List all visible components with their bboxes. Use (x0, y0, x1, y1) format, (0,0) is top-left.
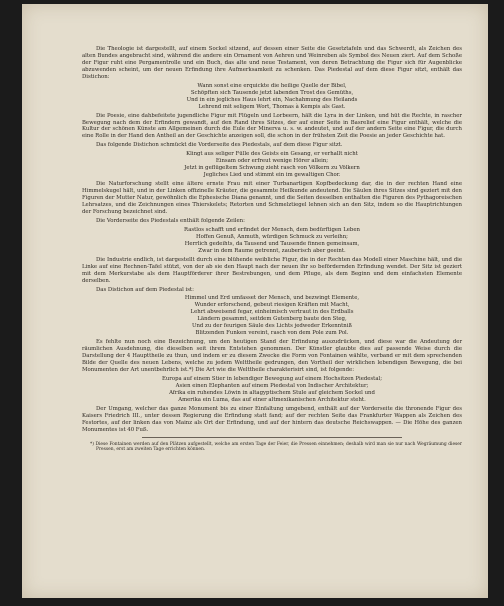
verse-line: Asien einen Elephanten auf einem Piedestal von Indischer Architektur; (175, 382, 369, 389)
verse-line: Amerika ein Luma, das auf einer altmexikanischen Architektur steht. (178, 396, 366, 403)
verse-line: Klingt aus seliger Fülle des Geists ein Gesang, er verhallt nicht (186, 151, 358, 158)
verse-line: Einsam oder erfreut wenige Hörer allein; (215, 158, 329, 165)
verse-line: Herrlich gedeihts, da Tausend und Tausende finnen gemeinsam, (184, 240, 360, 247)
paragraph-industrie-intro: Das Distichon auf dem Piedestal ist: (96, 286, 194, 293)
distichon-poesie (82, 151, 462, 179)
verse-line: Und zu der feurigen Säule des Lichts jedweder Erkenntniß (191, 323, 352, 330)
welttheile-list (82, 376, 462, 404)
paragraph-welttheile: Es fehlte nun noch eine Bezeichnung, um den heutigen Stand der Erfindung auszudrücken, und diese war die Andeutung der räumlichen Ausdehnung, die dieselben seit ihrem Entstehen genommen. Der Künstler glaubte dies auf passende Weise durch die Darstellung der 4 Haupttheile zu thun, und indem er zu diesem Zwecke die Form von Fontainen wählte, verband er mit dem sprechenden Bilde der Quelle des neuen Lebens, welche zu jedem Welttheile gedrungen, den Vortheil der wirklichen lebendigen Bewegung, die bei Monumenten der Art unentbehrlich ist.*) Die Art wie die Welttheile charakterisirt sind, ist folgende: (82, 339, 462, 373)
paragraph-industrie: Die Industrie endlich, ist dargestellt durch eine blühende weibliche Figur, die in der Rechten das Modell einer Maschine hält, und die Linke auf eine Rechnen-Tafel stützt, von der ab sie den Haupt nach der neuen ihr so befördernden Erfindung wendet. Der Sitz ist geziert mit dem Merkurstabe als dem Hauptförderer ihrer Bestrebungen, und dem Pfluge, als dem Beginn und dem einfachsten Elemente derselben. (82, 256, 462, 284)
distichon-naturforschung (82, 227, 462, 255)
verse-line: Ländern gesammt, seitdem Gutenberg baute den Steg, (197, 316, 347, 323)
verse-line: Schöpften sich Tausende jetzt labenden Trost des Gemüths, (190, 89, 354, 96)
footnote-divider (142, 437, 402, 438)
paragraph-umgang: Der Umgang, welcher das ganze Monument bis zu einer Einfaltung umgebend, enthält auf der Vorderseite die thronende Figur des Kaisers Friedrich III., unter dessen Regierung die Erfindung statt fand; auf der rechten Seite das Frankfurter Wappen als Zeichen des Festortes, auf der linken das von Mainz als Ort der Erfindung, und auf der hintern das deutsche Reichswappen. — Die Höhe des ganzen Monumentes ist 40 Fuß. (82, 405, 462, 433)
paragraph-naturforschung-intro: Die Vorderseite des Piedestals enthält folgende Zeilen: (96, 217, 245, 224)
paragraph-poesie: Die Poesie, eine dahbefeitete jugendliche Figur mit Flügeln und Lorbeern, hält die Lyra in der Linken, und hüt die Rechte, in rascher Bewegung nach dem der Erfindern gewandt, auf den Rand ihres Sitzes, der auf einer Seite in Basrelief eine Figur enthält, welche die Kultur der schönen Künste am Allgemeinen durch die Eule der Minerva u. s. w. andeutet, und auf der andern Seite eine Figur, die durch eine Rolle in der Hand den Antheil an der Geschichte anzeigen soll, die schon in der frühsten Zeit die Poesie an jeder Geschichte hat. (82, 112, 462, 140)
verse-line: Afrika ein ruhendes Löwin in altagyptischem Stule auf gleichem Sockel und (169, 389, 375, 396)
paragraph-naturforschung: Die Naturforschung stellt eine ältere ernste Frau mit einer Turbanartigen Kopfbedeckung dar, die in der rechten Hand eine Himmelskugel hält, und in der Linken offizinelle Kräuter, die gesammte Heilkunde andeutend. Die Säulen ihres Sitzes sind geziert mit den Figuren der Mutter Natur, gewöhnlich die Ephesische Diana genannt, und die Seiten desselben enthalten die Figuren des Pythagoreischen Lehrsatzes, und die Zeichnungen eines Thierskelets; Retorten und Schmelztiegel lehnen sich an den Sitz, indem so die Hauptrichtungen der Forschung bezeichnet sind. (82, 181, 462, 215)
verse-line: Hoffen Genuß, Anmuth, würdigen Schmuck zu verleihn; (196, 233, 348, 240)
verse-line: Wann sonst eine erquickte die heilige Quelle der Bibel, (197, 82, 347, 89)
verse-line: Europa auf einem Stier in lebendiger Bewegung auf einem Hochsitzen Piedestal; (161, 375, 383, 382)
document-body (82, 46, 462, 457)
footnote: *) Diese Fontainen werden auf den Plätzen aufgestellt, welche am ersten Tage der Feier, die Pressen einnehmen; deshalb wird man sie nur nach Wegräumung dieser Pressen, erst am zweiten Tage errichten können. (90, 441, 462, 453)
verse-line: Himmel und Erd umfasset der Mensch, und bezwingt Elemente, (184, 295, 360, 302)
verse-line: Jegliches Lied und stimmt ein im gewaltigen Chor. (203, 172, 341, 179)
paragraph-theologie: Die Theologie ist dargestellt, auf einem Sockel sitzend, auf dessen einer Seite die Gesetztafeln und das Schwerdt, als Zeichen des alten Bundes angebracht sind, während die andere ein Ornament von Aehren und Weinreben als Symbol des Neuen ziert. Auf dem Schoße der Figur ruht eine Pergamentrolle und ein Buch, das alte und neue Testament, von deren Betrachtung die Figur sich für Augenblicke abzuwenden scheint, um der neuen Erfindung ihre Aufmerksamkeit zu schenken. Das Piedestal auf dem diese Figur sitzt, enthält das Distichon: (82, 46, 462, 80)
distichon-theologie (82, 83, 462, 111)
verse-line: Rastlos schafft und erfindet der Mensch, dem bedürftigen Leben (184, 226, 360, 233)
verse-line: Lehrt abweisend fegar, einheimisch vertraut in des Erdballs (190, 309, 354, 316)
distichon-industrie (82, 295, 462, 337)
verse-line: Wunder erforschend, gebeut riesigen Kräften mit Macht, (194, 302, 350, 309)
verse-line: Und in ein jegliches Haus lehrt ein, Nachahmung des Heilands (186, 96, 358, 103)
verse-line: Lehrend mit seligem Wort, Thomas à Kempis als Gast. (198, 103, 346, 110)
verse-line: Jetzt in geflügeltem Schwung zieht rasch von Völkern zu Völkern (184, 165, 360, 172)
paragraph-poesie-intro: Das folgende Distichon schmückt die Vorderseite des Piedestals, auf dem diese Figur sitzt. (96, 142, 343, 149)
document-page (22, 4, 488, 598)
verse-line: Blitzenden Funken vereint, rasch von dem Pole zum Pol. (195, 330, 349, 337)
verse-line: Zwar in dem Raume getrennt, zauberisch aber geeint. (198, 247, 346, 254)
